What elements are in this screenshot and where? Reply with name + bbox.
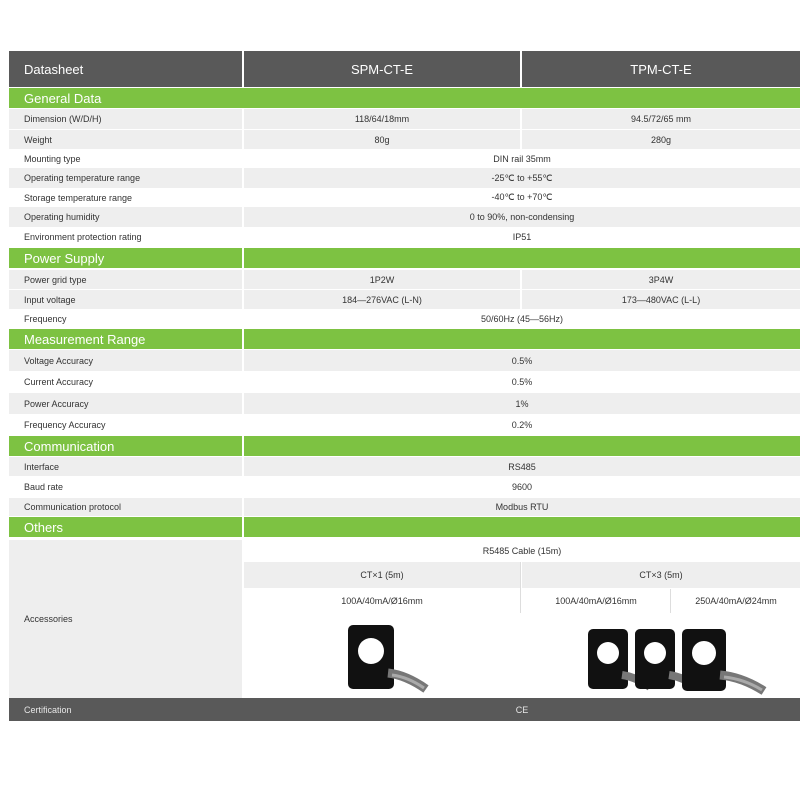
accessory-ct-a-cell [244, 562, 520, 588]
ct-count-a: CT×1 (5m) [360, 570, 404, 580]
section-measurement [9, 329, 800, 349]
row-label: Mounting type [24, 153, 81, 164]
column-divider [520, 270, 522, 309]
value-shared: RS485 [508, 461, 536, 472]
section-communication [9, 436, 800, 456]
model-a-title: SPM-CT-E [350, 61, 414, 77]
row-label: Storage temperature range [24, 192, 133, 203]
value-shared: 0.5% [511, 355, 533, 366]
certification-row [9, 698, 800, 721]
value-b: 280g [650, 134, 672, 145]
value-shared: IP51 [512, 231, 532, 242]
row-label: Dimension (W/D/H) [24, 114, 102, 124]
section-general [9, 88, 800, 108]
accessory-spec-a-cell [244, 589, 520, 613]
accessories-label-cell [9, 540, 242, 698]
value-shared: 50/60Hz (45—56Hz) [480, 313, 564, 324]
accessory-spec-b1-cell [522, 589, 670, 613]
row-protection [9, 227, 800, 246]
accessory-spec-b2-cell [672, 589, 800, 613]
row-label: Operating temperature range [24, 173, 141, 183]
value-a: 118/64/18mm [354, 114, 410, 124]
certification-label: Certification [24, 704, 72, 715]
row-label: Power grid type [24, 274, 87, 285]
value-shared: 0 to 90%, non-condensing [469, 212, 575, 222]
row-label: Power Accuracy [24, 398, 89, 409]
row-current-accuracy [9, 371, 800, 392]
row-label: Environment protection rating [24, 231, 142, 242]
column-divider [520, 562, 521, 613]
certification-value: CE [515, 704, 529, 715]
row-humidity [9, 207, 800, 227]
column-divider [242, 109, 244, 736]
value-shared: -40℃ to +70℃ [491, 192, 553, 202]
row-voltage-accuracy [9, 350, 800, 371]
value-a: 184—276VAC (L-N) [342, 294, 422, 305]
ct-spec-b1: 100A/40mA/Ø16mm [555, 596, 637, 606]
value-shared: 0.5% [511, 376, 533, 387]
section-power [9, 248, 800, 268]
row-frequency [9, 309, 800, 328]
row-protocol [9, 498, 800, 516]
accessory-cable-cell [244, 540, 800, 561]
row-label: Operating humidity [24, 212, 100, 222]
row-label: Input voltage [24, 294, 76, 305]
ct-spec-b2: 250A/40mA/Ø24mm [695, 596, 777, 606]
row-label: Frequency [24, 313, 67, 324]
current-transformer-icon [344, 621, 434, 696]
row-input-voltage [9, 290, 800, 309]
current-transformer-icon [678, 625, 778, 700]
value-shared: 0.2% [511, 419, 533, 430]
row-grid-type [9, 270, 800, 289]
row-baud-rate [9, 477, 800, 497]
row-label: Voltage Accuracy [24, 355, 94, 366]
section-title: Measurement Range [24, 331, 146, 347]
value-b: 3P4W [648, 274, 674, 285]
column-divider [520, 109, 522, 149]
value-shared: 1% [515, 398, 529, 409]
header-model-b-cell [522, 51, 800, 87]
section-title: Others [24, 519, 64, 535]
row-weight [9, 130, 800, 149]
row-mounting [9, 149, 800, 168]
value-b: 173—480VAC (L-L) [621, 294, 701, 305]
value-shared: 9600 [511, 482, 533, 492]
row-power-accuracy [9, 393, 800, 414]
model-b-title: TPM-CT-E [630, 61, 692, 77]
row-operating-temperature [9, 168, 800, 188]
ct-spec-a: 100A/40mA/Ø16mm [341, 596, 423, 606]
section-others [9, 517, 800, 537]
header-label-cell [9, 51, 242, 87]
row-interface [9, 457, 800, 476]
row-storage-temperature [9, 188, 800, 207]
row-label: Communication protocol [24, 502, 122, 512]
row-label: Accessories [24, 614, 73, 624]
row-label: Interface [24, 461, 60, 472]
column-divider [670, 589, 671, 613]
datasheet-title: Datasheet [24, 61, 84, 77]
ct-count-b: CT×3 (5m) [639, 570, 683, 580]
header-model-a-cell [244, 51, 520, 87]
row-label: Baud rate [24, 482, 64, 492]
value-b: 94.5/72/65 mm [630, 114, 692, 124]
section-title: Power Supply [24, 250, 105, 266]
row-label: Weight [24, 134, 52, 145]
value-shared: DIN rail 35mm [493, 153, 551, 164]
section-title: General Data [24, 90, 102, 106]
row-frequency-accuracy [9, 414, 800, 435]
value-a: 1P2W [369, 274, 395, 285]
value-shared: -25℃ to +55℃ [491, 172, 553, 183]
row-label: Current Accuracy [24, 376, 94, 387]
accessory-ct-b-cell [522, 562, 800, 588]
value-shared: Modbus RTU [495, 502, 549, 512]
row-dimension [9, 109, 800, 129]
cable-text: R5485 Cable (15m) [482, 545, 562, 556]
row-label: Frequency Accuracy [24, 419, 106, 430]
section-title: Communication [24, 438, 115, 454]
value-a: 80g [374, 134, 390, 145]
